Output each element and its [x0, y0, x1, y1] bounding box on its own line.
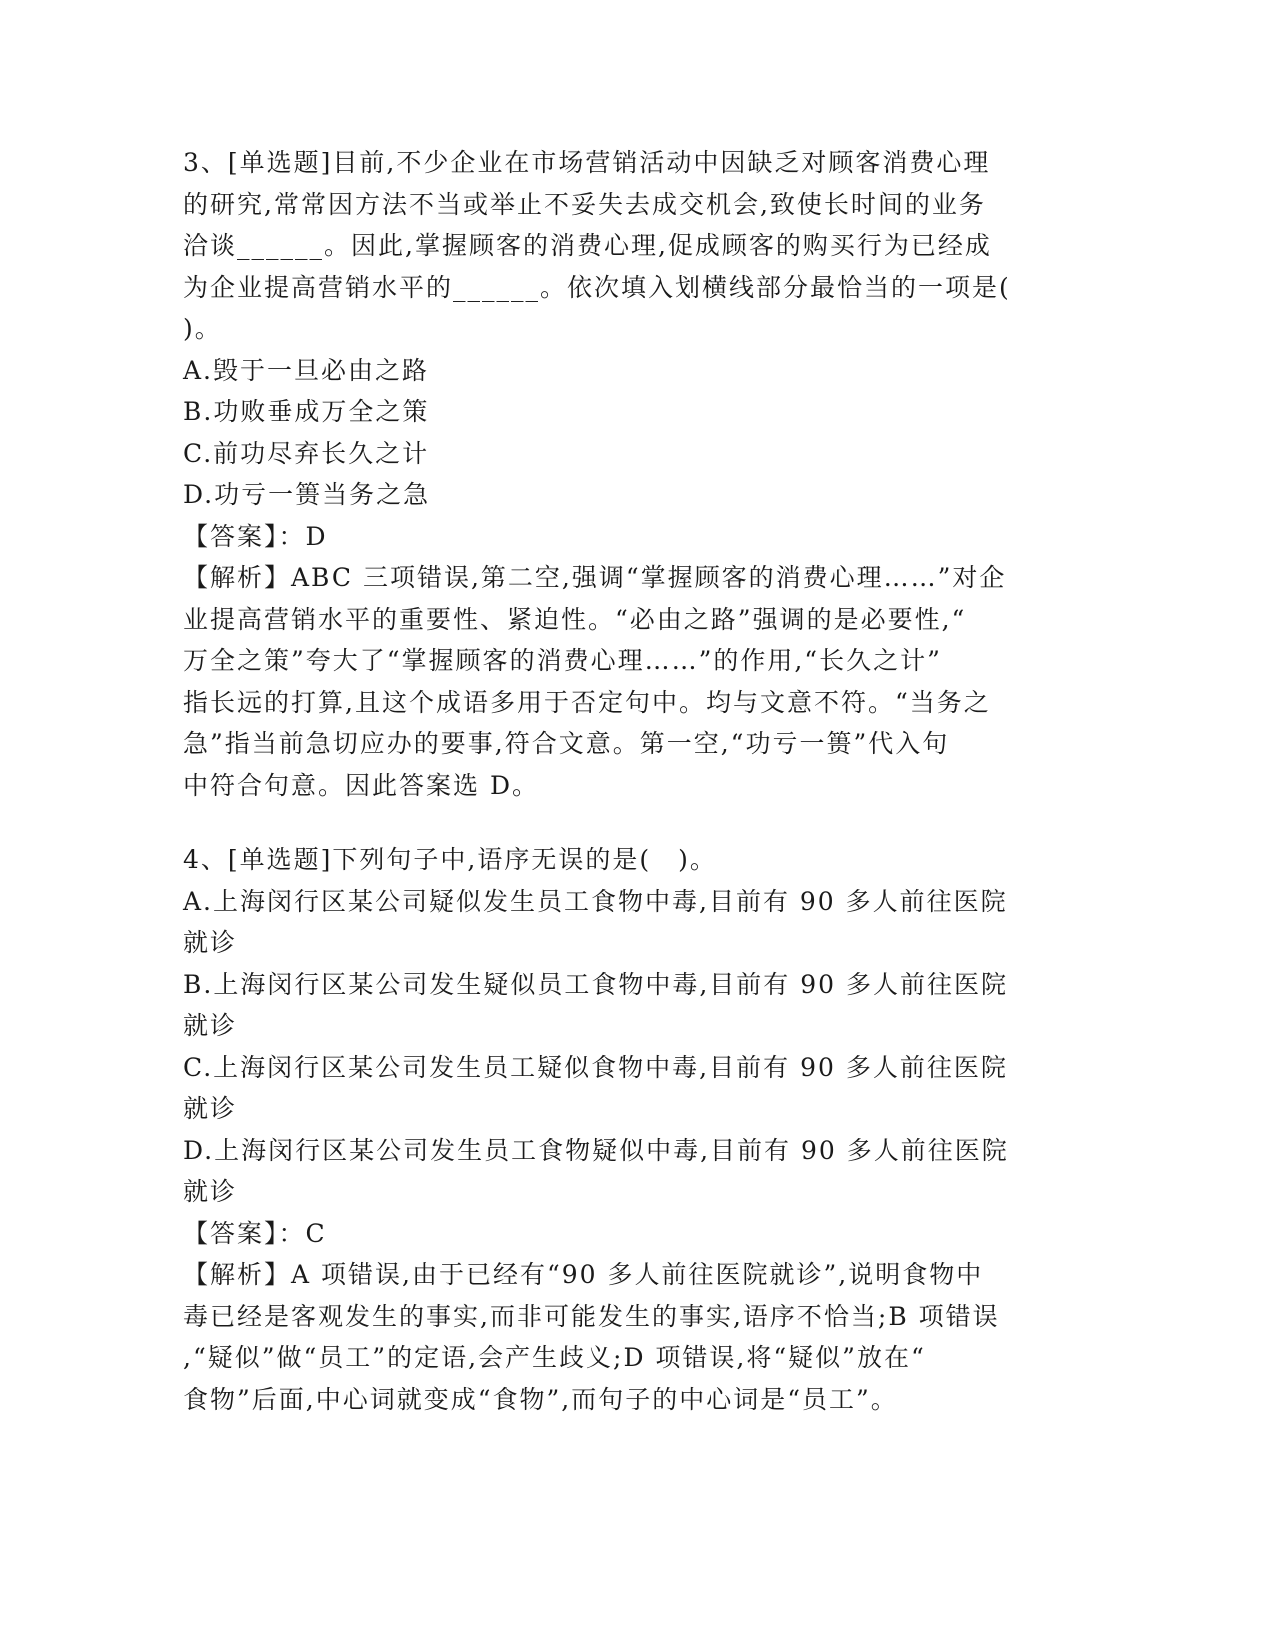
question-3-answer: 【答案】：D — [183, 521, 328, 551]
option-d: D.功亏一篑当务之急 — [183, 480, 431, 509]
document-page — [183, 142, 1083, 1420]
question-3-options — [183, 350, 1083, 516]
analysis-line: 毒已经是客观发生的事实,而非可能发生的事实,语序不恰当;B 项错误 — [183, 1301, 1000, 1331]
question-4-options — [183, 881, 1083, 1213]
question-4-answer: 【答案】：C — [183, 1218, 327, 1248]
analysis-line: ,“疑似”做“员工”的定语,会产生歧义;D 项错误,将“疑似”放在“ — [183, 1343, 926, 1372]
analysis-line: 【解析】A 项错误,由于已经有“90 多人前往医院就诊”,说明食物中 — [183, 1260, 984, 1289]
stem-line: )。 — [183, 314, 222, 343]
analysis-line: 业提高营销水平的重要性、紧迫性。“必由之路”强调的是必要性,“ — [183, 604, 967, 634]
analysis-line: 【解析】ABC 三项错误,第二空,强调“掌握顾客的消费心理……”对企 — [183, 563, 1007, 592]
stem-line: 洽谈______。因此,掌握顾客的消费心理,促成顾客的购买行为已经成 — [183, 231, 992, 260]
analysis-line: 指长远的打算,且这个成语多用于否定句中。均与文意不符。“当务之 — [183, 687, 991, 717]
analysis-line: 万全之策”夸大了“掌握顾客的消费心理……”的作用,“长久之计” — [183, 646, 942, 675]
question-spacer — [183, 806, 1083, 839]
question-4-stem — [183, 839, 1083, 881]
option-b-continued: 就诊 — [183, 1011, 238, 1040]
analysis-line: 急”指当前急切应办的要事,符合文意。第一空,“功亏一篑”代入句 — [183, 729, 950, 758]
option-a: A.上海闵行区某公司疑似发生员工食物中毒,目前有 90 多人前往医院 — [183, 886, 1008, 916]
option-b: B.功败垂成万全之策 — [183, 397, 430, 426]
stem-line: 3、[单选题]目前,不少企业在市场营销活动中因缺乏对顾客消费心理 — [183, 148, 991, 177]
option-a-continued: 就诊 — [183, 928, 238, 957]
question-3-stem — [183, 142, 1083, 350]
option-d-continued: 就诊 — [183, 1177, 238, 1206]
question-3 — [183, 142, 1083, 806]
option-c: C.前功尽弃长久之计 — [183, 438, 430, 468]
stem-line: 为企业提高营销水平的______。依次填入划横线部分最恰当的一项是( — [183, 272, 1011, 302]
stem-line: 4、[单选题]下列句子中,语序无误的是( )。 — [183, 845, 717, 874]
analysis-line: 食物”后面,中心词就变成“食物”,而句子的中心词是“员工”。 — [183, 1384, 898, 1414]
stem-line: 的研究,常常因方法不当或举止不妥失去成交机会,致使长时间的业务 — [183, 189, 986, 219]
option-d: D.上海闵行区某公司发生员工食物疑似中毒,目前有 90 多人前往医院 — [183, 1135, 1009, 1165]
question-4 — [183, 839, 1083, 1420]
option-b: B.上海闵行区某公司发生疑似员工食物中毒,目前有 90 多人前往医院 — [183, 969, 1008, 999]
question-3-analysis — [183, 557, 1083, 806]
option-a: A.毁于一旦必由之路 — [183, 355, 430, 385]
question-4-analysis — [183, 1254, 1083, 1420]
option-c: C.上海闵行区某公司发生员工疑似食物中毒,目前有 90 多人前往医院 — [183, 1052, 1008, 1082]
analysis-line: 中符合句意。因此答案选 D。 — [183, 770, 539, 800]
option-c-continued: 就诊 — [183, 1094, 238, 1123]
